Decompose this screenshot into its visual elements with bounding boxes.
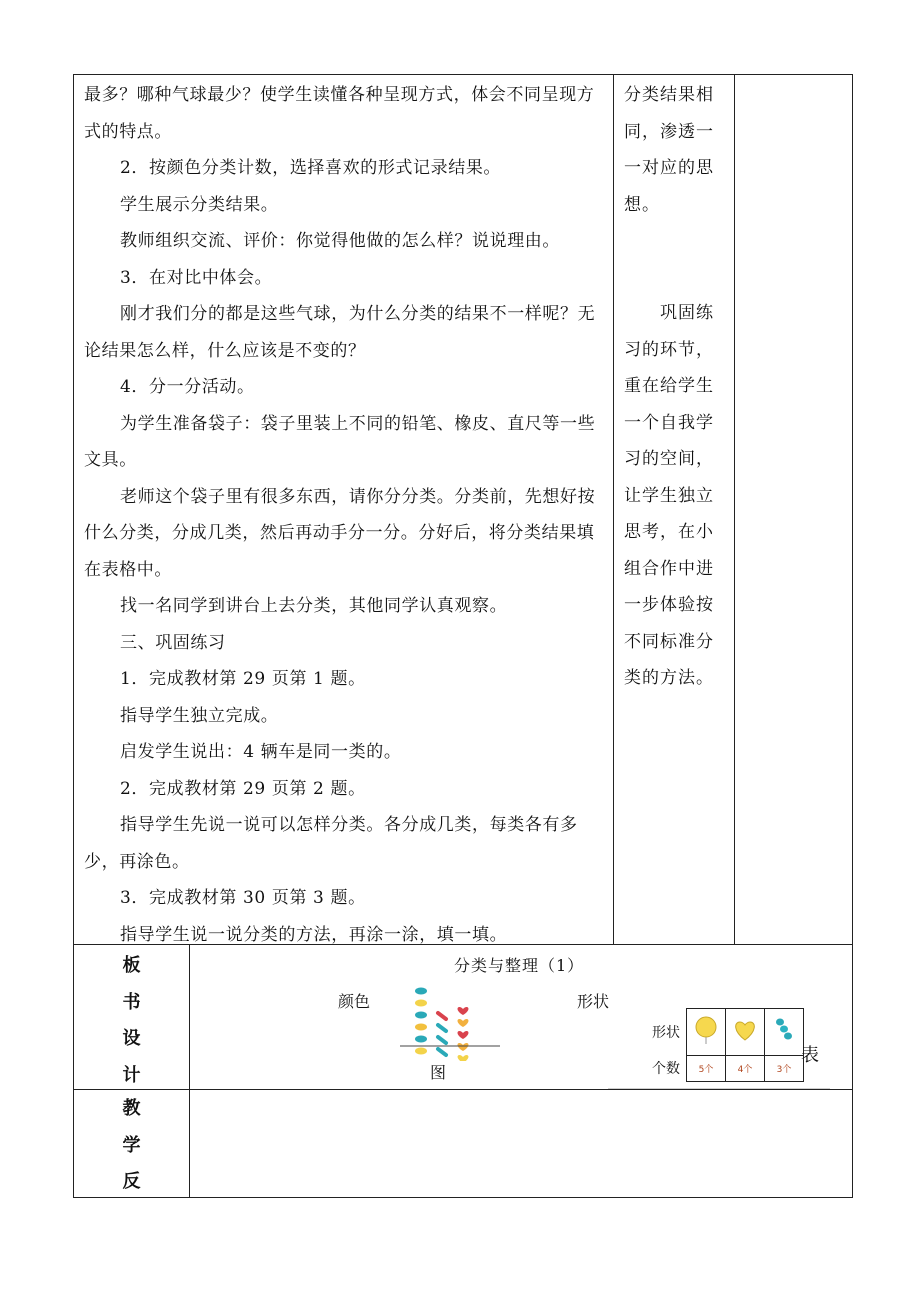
col-divider-2 bbox=[734, 75, 735, 944]
row-divider-2 bbox=[74, 1089, 852, 1090]
paragraph: 启发学生说出：4 辆车是同一类的。 bbox=[120, 742, 402, 762]
round-balloon-cell bbox=[687, 1009, 726, 1056]
teal-balloon-column bbox=[415, 988, 427, 1055]
table-caption: 表 bbox=[801, 1045, 819, 1066]
heart-balloon-icon bbox=[731, 1016, 759, 1044]
teaching-process bbox=[84, 77, 606, 953]
paragraph: 最多？哪种气球最少？使学生读懂各种呈现方式，体会不同呈现方式的特点。 bbox=[84, 85, 595, 142]
paragraph: 2．完成教材第 29 页第 2 题。 bbox=[120, 778, 366, 799]
paragraph: 学生展示分类结果。 bbox=[120, 194, 279, 215]
paragraph: 4．分一分活动。 bbox=[120, 377, 255, 397]
board-title: 分类与整理（1） bbox=[454, 956, 585, 975]
paragraph: 3．完成教材第 30 页第 3 题。 bbox=[120, 888, 366, 908]
paragraph: 找一名同学到讲台上去分类，其他同学认真观察。 bbox=[120, 596, 508, 616]
long-balloon-cell bbox=[765, 1009, 804, 1056]
paragraph: 刚才我们分的都是这些气球，为什么分类的结果不一样呢？无论结果怎么样，什么应该是不变的？ bbox=[84, 304, 596, 361]
long-balloon-icon bbox=[772, 1015, 796, 1045]
side-note: 巩固练习的环节，重在给学生一个自我学习的空间，让学生独立思考，在小组合作中进一步体验按不同标准分类的方法。 bbox=[624, 303, 714, 688]
round-balloon-icon bbox=[693, 1015, 719, 1045]
heart-balloon-cell bbox=[726, 1009, 765, 1056]
section-heading: 三、巩固练习 bbox=[120, 632, 226, 653]
teaching-reflection-label: 教 学 反 bbox=[122, 1098, 141, 1192]
label-col-divider bbox=[189, 944, 190, 1198]
count-cell: 5个 bbox=[687, 1055, 726, 1081]
paragraph: 教师组织交流、评价：你觉得他做的怎么样？说说理由。 bbox=[120, 231, 560, 251]
count-cell: 4个 bbox=[726, 1055, 765, 1081]
row-label-shape: 形状 bbox=[652, 1024, 680, 1041]
side-note: 分类结果相同，渗透一一对应的思想。 bbox=[624, 85, 714, 215]
table-baseline bbox=[608, 1088, 830, 1089]
paragraph: 老师这个袋子里有很多东西，请你分分类。分类前，先想好按什么分类，分成几类，然后再动手分一分。分好后，将分类结果填在表格中。 bbox=[84, 486, 596, 580]
paragraph: 2．按颜色分类计数，选择喜欢的形式记录结果。 bbox=[120, 158, 502, 178]
lesson-plan-table bbox=[73, 74, 853, 1198]
board-design-label: 板 书 设 计 bbox=[122, 955, 141, 1086]
balloon-pictograph bbox=[400, 987, 500, 1061]
paragraph: 1．完成教材第 29 页第 1 题。 bbox=[120, 669, 366, 689]
paragraph: 指导学生先说一说可以怎样分类。各分成几类，每类各有多少，再涂色。 bbox=[84, 815, 578, 872]
col-divider-1 bbox=[613, 75, 614, 944]
long-balloon-column bbox=[438, 1013, 446, 1055]
paragraph: 指导学生独立完成。 bbox=[120, 705, 279, 726]
row-label-count: 个数 bbox=[652, 1061, 680, 1078]
heart-balloon-column bbox=[458, 1007, 469, 1061]
paragraph: 3．在对比中体会。 bbox=[120, 267, 273, 288]
paragraph: 为学生准备袋子：袋子里装上不同的铅笔、橡皮、直尺等一些文具。 bbox=[84, 413, 596, 470]
paragraph: 指导学生说一说分类的方法，再涂一涂，填一填。 bbox=[120, 924, 508, 945]
shape-label: 形状 bbox=[577, 992, 610, 1011]
design-intent bbox=[624, 77, 724, 697]
picture-caption: 图 bbox=[430, 1063, 447, 1082]
shape-count-table bbox=[652, 1008, 804, 1082]
color-label: 颜色 bbox=[338, 992, 371, 1011]
count-cell: 3个 bbox=[765, 1055, 804, 1081]
